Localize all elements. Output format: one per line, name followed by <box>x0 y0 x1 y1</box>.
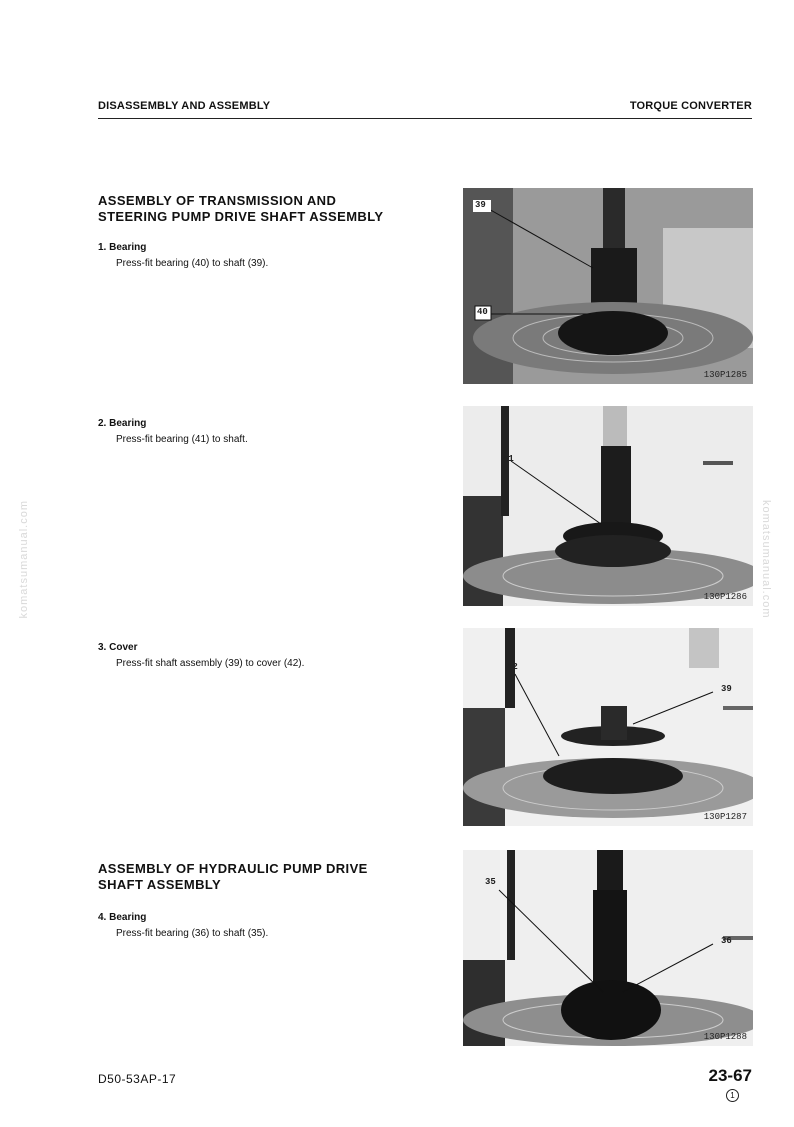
watermark-left: komatsumanual.com <box>18 500 30 619</box>
section-title-line: STEERING PUMP DRIVE SHAFT ASSEMBLY <box>98 209 384 224</box>
photo-caption: 130P1286 <box>703 592 747 602</box>
section-title-line: SHAFT ASSEMBLY <box>98 877 222 892</box>
section-title-line: ASSEMBLY OF HYDRAULIC PUMP DRIVE <box>98 861 368 876</box>
step-heading: 1. Bearing <box>98 242 147 253</box>
photo-bearing-40-shaft-39 <box>463 188 753 384</box>
revision-mark: 1 <box>726 1089 739 1102</box>
callout-label: 41 <box>503 454 514 464</box>
photo-bearing-36-shaft-35 <box>463 850 753 1046</box>
callout-label: 36 <box>721 936 732 946</box>
step-text: Press-fit bearing (36) to shaft (35). <box>116 928 269 939</box>
footer-model: D50-53AP-17 <box>98 1072 177 1086</box>
section-title <box>98 861 368 893</box>
callout-label: 39 <box>475 200 486 210</box>
photo-illustration <box>463 406 753 606</box>
callout-label: 39 <box>721 684 732 694</box>
step-text: Press-fit bearing (40) to shaft (39). <box>116 258 269 269</box>
callout-label: 35 <box>485 877 496 887</box>
photo-illustration <box>463 628 753 826</box>
watermark-right: komatsumanual.com <box>760 500 772 619</box>
step-heading: 3. Cover <box>98 642 138 653</box>
photo-illustration <box>463 188 753 384</box>
callout-label: 42 <box>507 662 518 672</box>
photo-illustration <box>463 850 753 1046</box>
header-rule <box>98 118 752 119</box>
photo-caption: 130P1288 <box>703 1032 747 1042</box>
step-heading: 4. Bearing <box>98 912 147 923</box>
header-chapter-title: TORQUE CONVERTER <box>629 100 752 112</box>
section-title <box>98 193 383 225</box>
photo-bearing-41 <box>463 406 753 606</box>
photo-caption: 130P1285 <box>703 370 747 380</box>
photo-shaft-39-cover-42 <box>463 628 753 826</box>
page-number: 23-67 <box>708 1066 752 1085</box>
photo-caption: 130P1287 <box>703 812 747 822</box>
header-section-title: DISASSEMBLY AND ASSEMBLY <box>98 100 271 112</box>
callout-label: 40 <box>477 307 488 317</box>
step-text: Press-fit shaft assembly (39) to cover (42). <box>116 658 305 669</box>
step-heading: 2. Bearing <box>98 418 147 429</box>
step-text: Press-fit bearing (41) to shaft. <box>116 434 248 445</box>
section-title-line: ASSEMBLY OF TRANSMISSION AND <box>98 193 337 208</box>
